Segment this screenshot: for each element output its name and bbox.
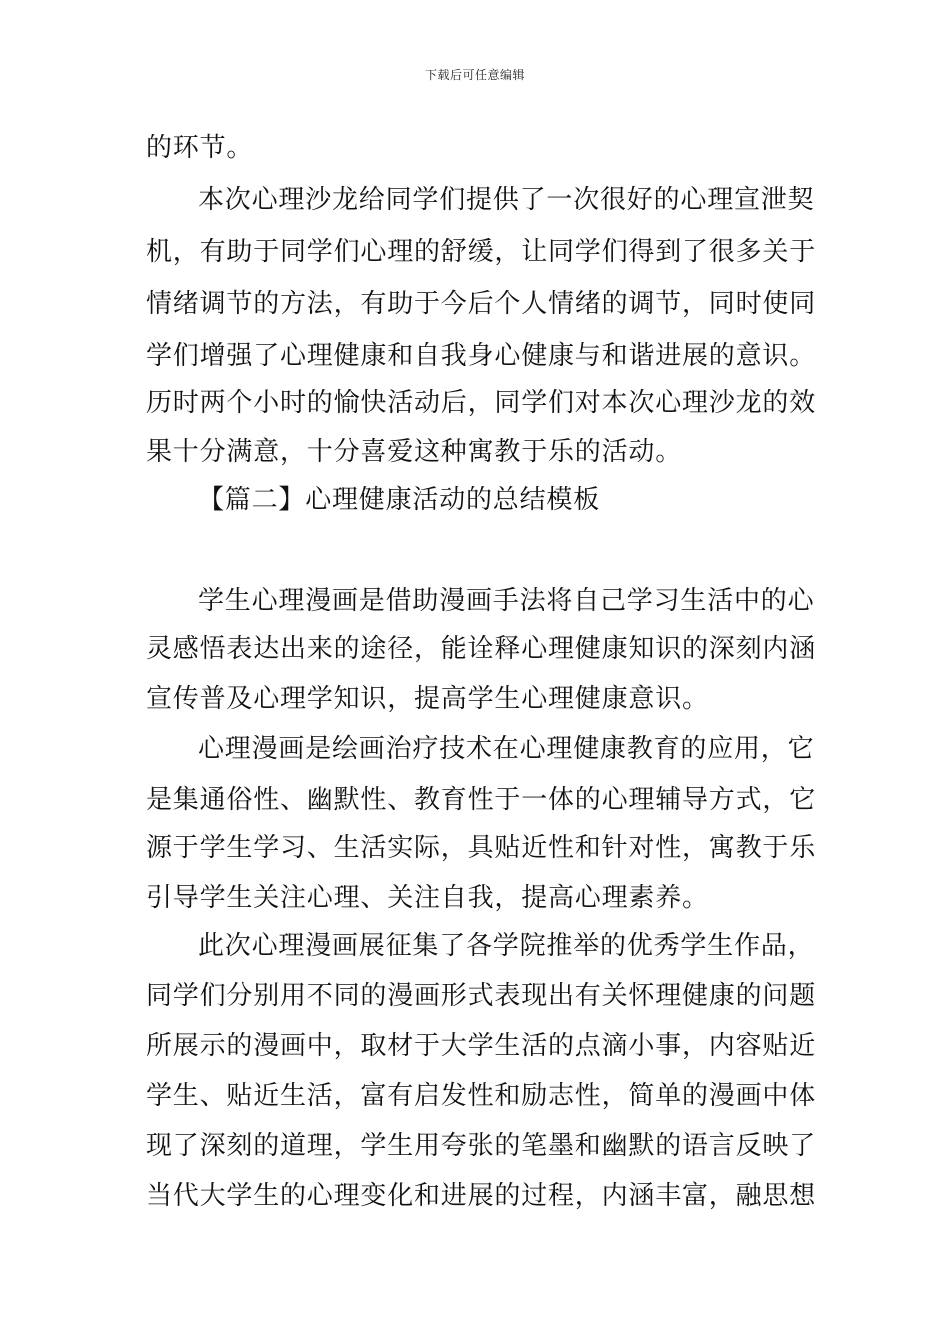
header-note: 下载后可任意编辑 [424,68,525,82]
text-line: 的环节。 [146,133,254,163]
text-line: 学生、贴近生活，富有启发性和励志性，简单的漫画中体 [146,1081,817,1111]
text-line: 所展示的漫画中，取材于大学生活的点滴小事，内容贴近 [146,1031,817,1061]
text-line: 当代大学生的心理变化和进展的过程，内涵丰富，融思想 [146,1181,817,1211]
text-line: 灵感悟表达出来的途径，能诠释心理健康知识的深刻内涵 [146,634,817,664]
text-line: 同学们分别用不同的漫画形式表现出有关怀理健康的问题 [146,981,817,1011]
paragraph-first-line: 学生心理漫画是借助漫画手法将自己学习生活中的心 [198,586,815,616]
text-line: 宣传普及心理学知识，提高学生心理健康意识。 [146,684,709,714]
text-line: 情绪调节的方法，有助于今后个人情绪的调节，同时使同 [146,289,817,319]
paragraph-first-line: 此次心理漫画展征集了各学院推举的优秀学生作品， [198,931,815,961]
text-line: 学们增强了心理健康和自我身心健康与和谐进展的意识。 [146,341,817,371]
text-line: 引导学生关注心理、关注自我，提高心理素养。 [146,883,709,913]
paragraph-first-line: 本次心理沙龙给同学们提供了一次很好的心理宣泄契 [198,185,815,215]
text-line: 现了深刻的道理，学生用夸张的笔墨和幽默的语言反映了 [146,1131,817,1161]
text-line: 果十分满意，十分喜爱这种寓教于乐的活动。 [146,437,683,467]
paragraph-first-line: 心理漫画是绘画治疗技术在心理健康教育的应用，它 [198,734,815,764]
text-line: 是集通俗性、幽默性、教育性于一体的心理辅导方式，它 [146,785,817,815]
text-line: 源于学生学习、生活实际，具贴近性和针对性，寓教于乐 [146,833,817,863]
text-line: 历时两个小时的愉快活动后，同学们对本次心理沙龙的效 [146,388,817,418]
section-heading: 【篇二】心理健康活动的总结模板 [198,485,601,515]
text-line: 机，有助于同学们心理的舒缓，让同学们得到了很多关于 [146,237,817,267]
